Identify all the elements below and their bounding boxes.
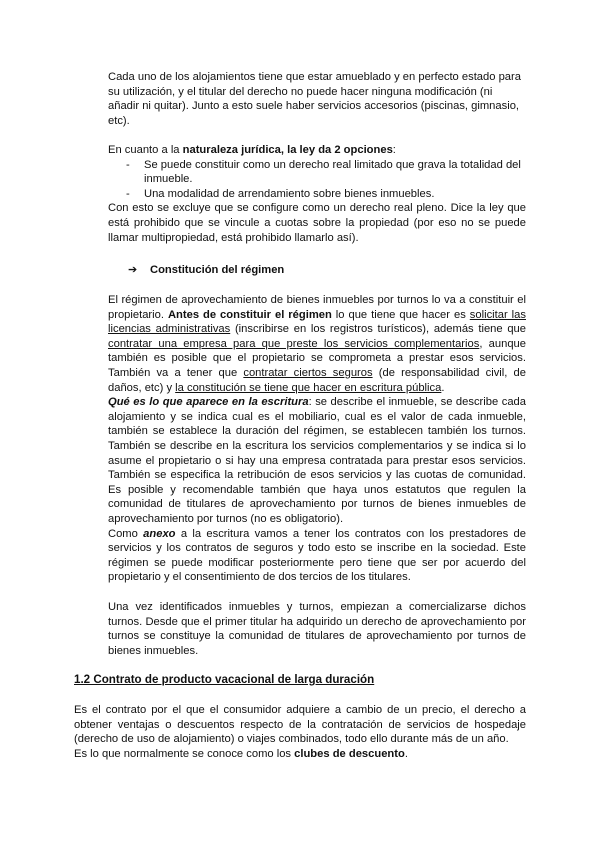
text-span: Como [108,527,144,540]
paragraph-text [108,395,526,526]
bold-italic-text: anexo [143,527,176,540]
paragraph-text [108,143,526,158]
bold-text: clubes de descuento [294,747,405,760]
bullet-dash: - [126,158,130,171]
text-span: . [404,747,408,760]
text-span: a la escritura vamos a tener los contratos con los prestadores de servicios y los contratos de seguros y todo esto se inscribe en la sociedad. Este régimen se puede modificar posteriormente pero tiene que ser por acuerdo del propietario y el consentimiento de dos tercios de los titulares. [108,527,527,584]
text-span: , aunque también es posible que el propietario se comprometa a prestar esos servicios. También va a tener que [108,337,526,379]
text-span: : se describe el inmueble, se describe cada alojamiento y se indica cual es el mobiliario, cual es el valor de cada inmueble, también se establece la duración del régimen, se establecen también los turnos. También se describe en la escritura los servicios complementarios y se indica si lo asume el propietario o si hay una empresa contratada para prestar esos servicios. También se especifica la retribución de esos servicios y las cuotas de comunidad. Es posible y recomendable también que haya unos estatutos que regulen la comunidad de titulares de aprovechamiento por turnos de bienes inmuebles de aprovechamiento por turnos (no es obligatorio). [108,396,526,525]
heading-text: 1.2 Contrato de producto vacacional de larga duración [74,673,375,686]
paragraph-constitucion [108,293,526,585]
list-item-text: Una modalidad de arrendamiento sobre bienes inmuebles. [144,187,435,200]
underlined-text: solicitar las licencias administrativas [108,308,526,336]
underlined-text: la constitución se tiene que hacer en escritura pública [175,381,442,394]
bullet-dash: - [126,187,130,200]
paragraph-text [108,527,526,585]
arrow-icon: ➔ [128,264,138,276]
list-item-text: Se puede constituir como un derecho real limitado que grava la totalidad del inmueble. [144,158,521,186]
list-item [108,187,526,202]
text-span: Es lo que normalmente se conoce como los [74,747,295,760]
bold-text: naturaleza jurídica, la ley da 2 opciones [182,144,393,156]
text-span: . [441,381,445,394]
paragraph-text: Cada uno de los alojamientos tiene que estar amueblado y en perfecto estado para su utilización, y el titular del derecho no puede hacer ninguna modificación (ni añadir ni quitar). Junto a esto suele haber servicios accesorios (piscinas, gimnasio, etc). [108,71,521,127]
paragraph-text [74,747,526,762]
text-span: (de responsabilidad civil, de daños, etc) y [108,366,527,394]
list-item [108,158,526,187]
paragraph-text: Es el contrato por el que el consumidor adquiere a cambio de un precio, el derecho a obtener ventajas o descuentos respecto de la contratación de servicios de hospedaje (derecho de uso de alojamiento) o viajes combinados, todo ello durante más de un año. [74,704,526,746]
paragraph-text: Con esto se excluye que se configure como un derecho real pleno. Dice la ley que está prohibido que se vincule a cuotas sobre la propiedad (por eso no se puede llamar multipropiedad, está prohibido llamarlo así). [108,202,526,244]
paragraph-comercializacion [108,600,526,658]
section-heading [128,263,546,278]
text-span: En cuanto a la [108,144,183,156]
underlined-text: contratar una empresa para que preste los servicios complementarios [108,337,480,350]
text-span: (inscribirse en los registros turísticos), además tiene que [230,323,526,336]
text-span: lo que tiene que hacer es [331,308,470,321]
text-span: : [392,144,396,156]
bold-italic-text: Qué es lo que aparece en la escritura [108,396,309,409]
paragraph-text [108,293,526,395]
bold-text: Antes de constituir el régimen [167,308,332,321]
paragraph-alojamientos [108,70,526,128]
paragraph-producto-vacacional [74,703,526,761]
section-title: Constitución del régimen [150,264,285,276]
paragraph-naturaleza-juridica [108,143,526,245]
paragraph-text: Una vez identificados inmuebles y turnos, empiezan a comercializarse dichos turnos. Desde que el primer titular ha adquirido un derecho de aprovechamiento por turnos se constituye la comunidad de titulares de aprovechamiento por turnos de bienes inmuebles. [108,601,526,657]
underlined-text: contratar ciertos seguros [243,366,373,379]
heading-1-2 [74,673,526,688]
text-span: El régimen de aprovechamiento de bienes inmuebles por turnos lo va a constituir el propietario. [108,294,526,321]
